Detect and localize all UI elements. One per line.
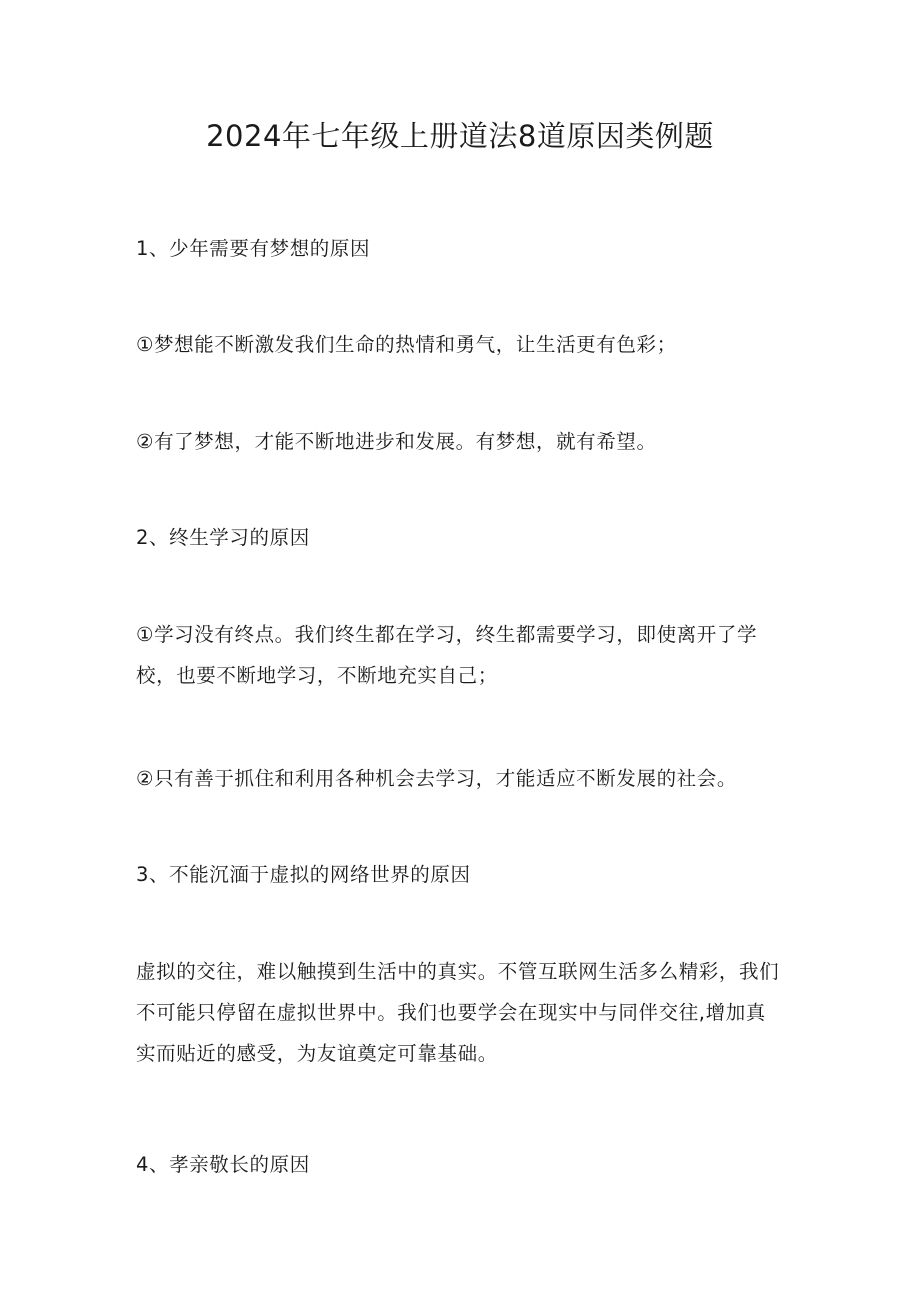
section-heading: 3、不能沉湎于虚拟的网络世界的原因 bbox=[136, 863, 471, 886]
paragraph-line: 虚拟的交往，难以触摸到生活中的真实。不管互联网生活多么精彩，我们 bbox=[136, 960, 780, 983]
paragraph-line: ②只有善于抓住和利用各种机会去学习，才能适应不断发展的社会。 bbox=[136, 767, 737, 790]
section-heading: 4、孝亲敬长的原因 bbox=[136, 1153, 310, 1176]
paragraph-line: ②有了梦想，才能不断地进步和发展。有梦想，就有希望。 bbox=[136, 430, 657, 453]
paragraph-line: ①学习没有终点。我们终生都在学习，终生都需要学习，即使离开了学 bbox=[136, 623, 758, 646]
paragraph-line: 不可能只停留在虚拟世界中。我们也要学会在现实中与同伴交往,增加真 bbox=[136, 1001, 766, 1024]
document-title: 2024年七年级上册道法8道原因类例题 bbox=[206, 119, 714, 153]
section-2-heading bbox=[136, 517, 796, 558]
section-4-heading bbox=[136, 1144, 796, 1185]
section-1-paragraph-1 bbox=[136, 324, 796, 365]
paragraph-line: 校，也要不断地学习，不断地充实自己； bbox=[136, 664, 498, 687]
paragraph-line: 实而贴近的感受，为友谊奠定可靠基础。 bbox=[136, 1042, 498, 1065]
section-heading: 2、终生学习的原因 bbox=[136, 526, 310, 549]
section-1-paragraph-2 bbox=[136, 421, 796, 462]
section-3-heading bbox=[136, 854, 796, 895]
section-2-paragraph-1 bbox=[136, 614, 796, 696]
section-heading: 1、少年需要有梦想的原因 bbox=[136, 237, 371, 260]
section-3-paragraph-1 bbox=[136, 951, 796, 1074]
paragraph-line: ①梦想能不断激发我们生命的热情和勇气，让生活更有色彩； bbox=[136, 333, 677, 356]
section-2-paragraph-2 bbox=[136, 758, 796, 799]
section-1-heading bbox=[136, 228, 796, 269]
